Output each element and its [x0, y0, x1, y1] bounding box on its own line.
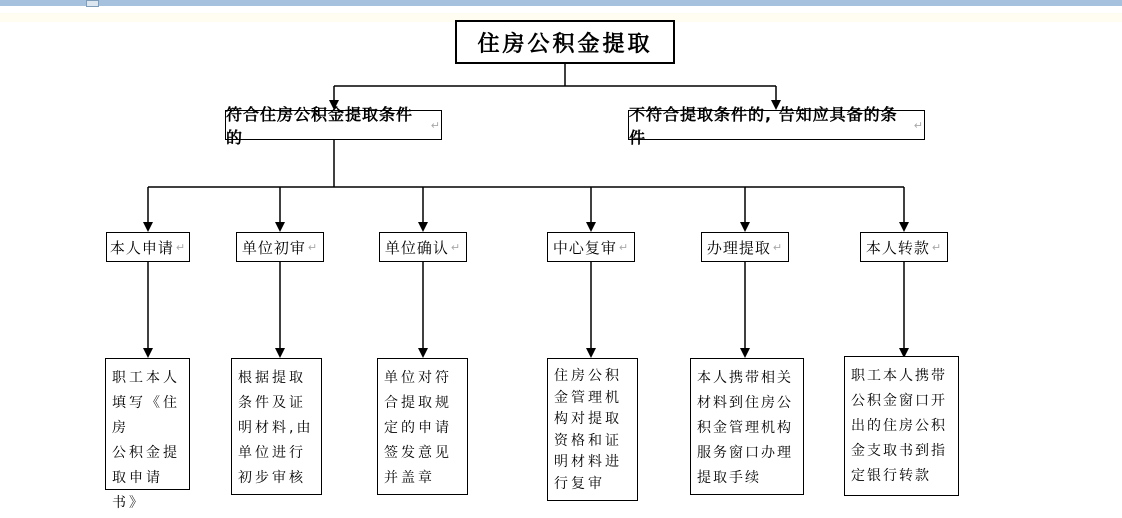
paragraph-mark-icon: ↵ [913, 118, 924, 132]
step-label: 中心复审 [552, 238, 617, 257]
step-label: 办理提取 [706, 238, 771, 257]
detail-text: 住房公积 金管理机 构对提取 资格和证 明材料进 行复审 [554, 368, 622, 492]
step-label: 本人转款 [865, 238, 930, 257]
branch-label: 符合住房公积金提取条件的 [226, 105, 414, 147]
flowchart-title-box [455, 20, 675, 64]
paragraph-mark-icon: ↵ [618, 240, 630, 254]
detail-text: 职工本人携带 公积金窗口开 出的住房公积 金支取书到指 定银行转款 [851, 368, 947, 484]
paragraph-mark-icon: ↵ [772, 240, 784, 254]
detail-box-unit-confirm [377, 358, 468, 495]
step-box-unit-confirm [379, 232, 467, 262]
branch-label: 不符合提取条件的, 告知应具备的条件 [629, 105, 898, 147]
paragraph-mark-icon: ↵ [931, 240, 943, 254]
detail-box-transfer [844, 356, 959, 496]
detail-text: 本人携带相关 材料到住房公 积金管理机构 服务窗口办理 提取手续 [697, 370, 793, 486]
step-label: 本人申请 [109, 238, 174, 257]
detail-text: 根据提取 条件及证 明材料,由 单位进行 初步审核 [238, 370, 314, 486]
detail-text: 单位对符 合提取规 定的申请 签发意见 并盖章 [384, 370, 452, 486]
step-box-unit-initial-review [236, 232, 324, 262]
step-label: 单位确认 [384, 238, 449, 257]
branch-box-eligible [225, 105, 442, 147]
detail-box-unit-initial-review [231, 358, 322, 495]
detail-box-apply [105, 358, 190, 511]
paragraph-mark-icon: ↵ [450, 240, 462, 254]
step-box-transfer [860, 232, 948, 262]
detail-box-process-withdrawal [690, 358, 804, 495]
branch-box-not-eligible [628, 105, 925, 147]
step-label: 单位初审 [241, 238, 306, 257]
paragraph-mark-icon: ↵ [175, 240, 187, 254]
paragraph-mark-icon: ↵ [307, 240, 319, 254]
step-box-process-withdrawal [701, 232, 789, 262]
detail-box-center-review [547, 358, 638, 501]
paragraph-mark-icon: ↵ [430, 118, 441, 132]
step-box-center-review [547, 232, 635, 262]
detail-text: 职工本人 填写《住房 公积金提 取申请书》 [112, 370, 180, 511]
step-box-apply [106, 232, 190, 262]
flowchart-title: 住房公积金提取 [477, 31, 653, 57]
